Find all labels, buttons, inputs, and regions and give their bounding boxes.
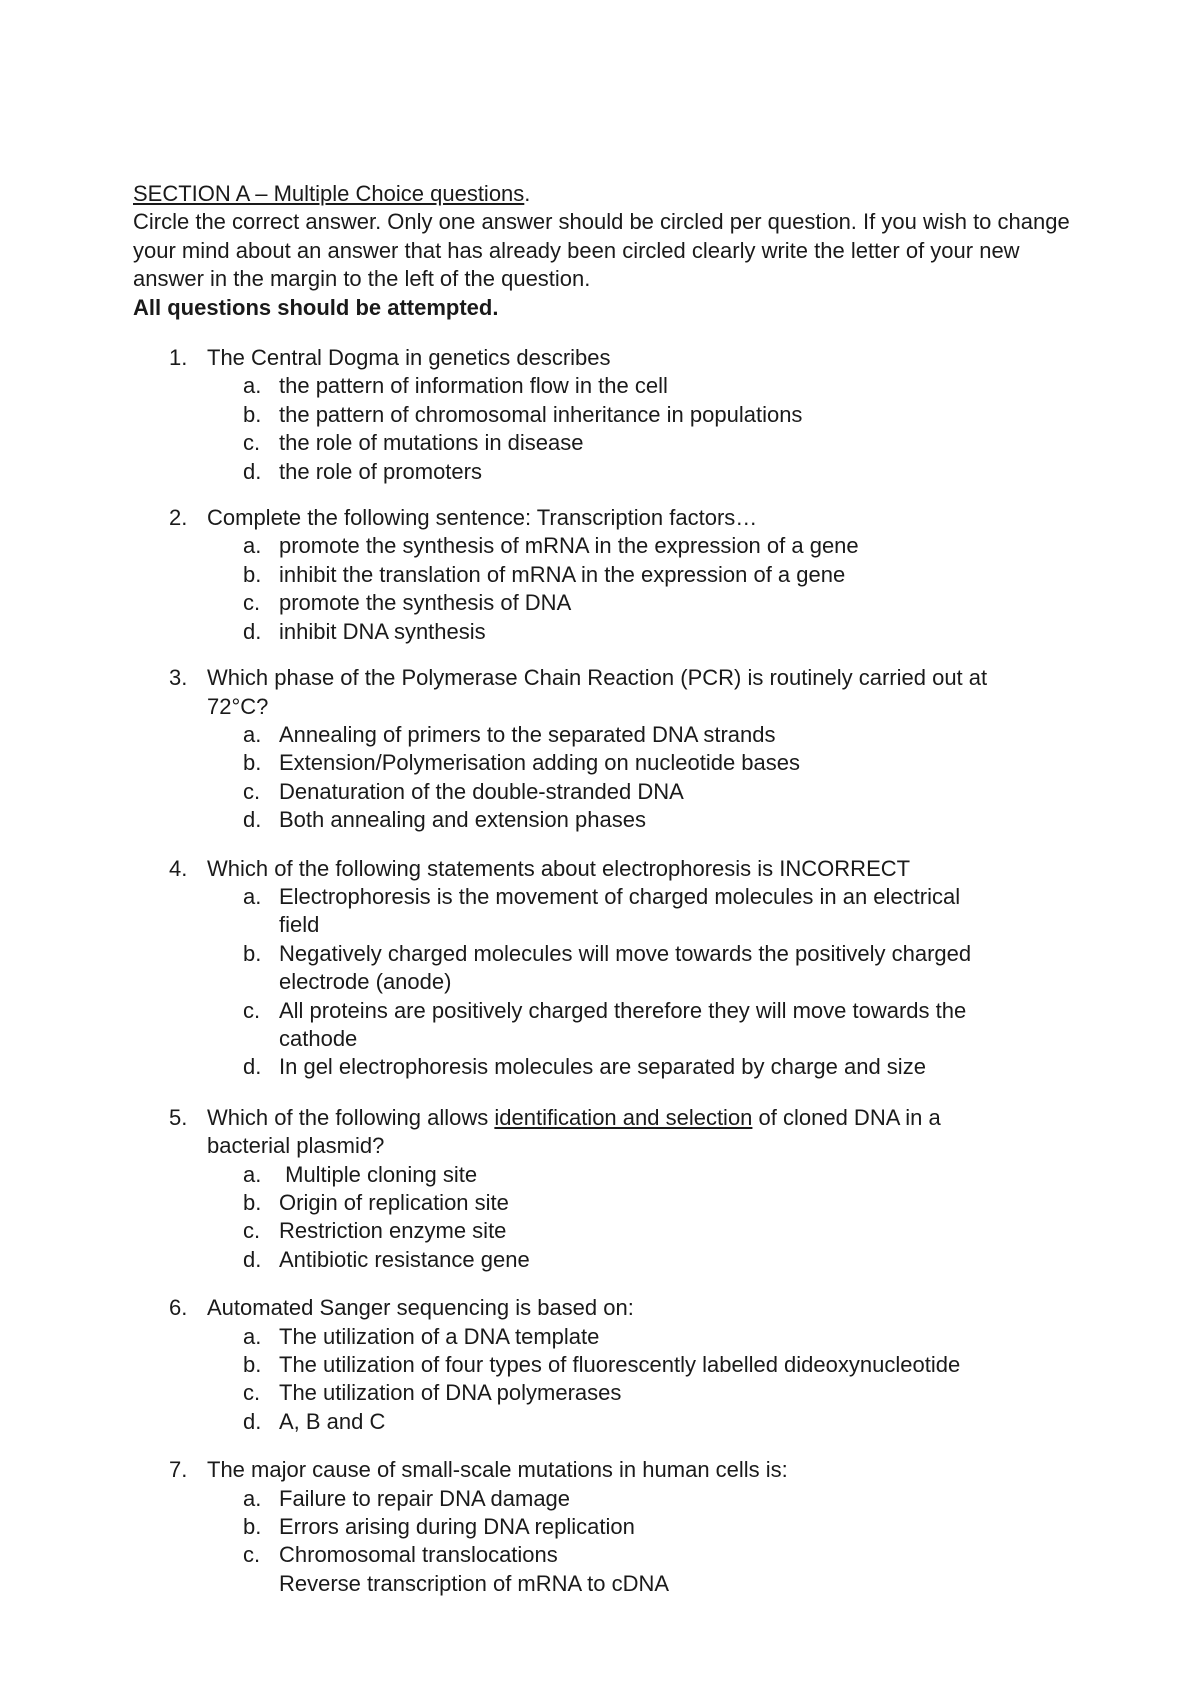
option-a[interactable] xyxy=(133,532,1073,560)
option-text: Restriction enzyme site xyxy=(279,1218,507,1244)
option-d[interactable] xyxy=(133,806,1073,834)
option-text: Annealing of primers to the separated DNA strands xyxy=(279,721,776,747)
option-letter: b. xyxy=(243,1190,262,1215)
section-title: SECTION A – Multiple Choice questions xyxy=(133,181,525,206)
question-1 xyxy=(133,344,1073,486)
option-letter: d. xyxy=(243,618,262,644)
option-text: Failure to repair DNA damage xyxy=(279,1485,571,1511)
option-b[interactable] xyxy=(133,401,1073,429)
question-text: Complete the following sentence: Transcription factors… xyxy=(207,505,758,531)
option-letter: a. xyxy=(243,883,262,909)
option-letter: b. xyxy=(243,750,262,776)
option-letter: a. xyxy=(243,1161,262,1187)
option-unlettered[interactable] xyxy=(133,1570,1073,1598)
exam-page xyxy=(133,180,1073,1598)
option-c[interactable] xyxy=(133,778,1073,806)
option-letter: c. xyxy=(243,1218,261,1244)
option-letter: c. xyxy=(243,1542,261,1568)
option-text: The utilization of a DNA template xyxy=(279,1323,600,1349)
question-text-after: of cloned DNA in a bacterial plasmid? xyxy=(207,1104,941,1159)
option-letter: c. xyxy=(243,997,261,1023)
option-text: Chromosomal translocations xyxy=(279,1542,558,1568)
option-text: inhibit DNA synthesis xyxy=(279,618,486,644)
option-b[interactable] xyxy=(133,1513,1073,1541)
question-text: Which phase of the Polymerase Chain Reaction (PCR) is routinely carried out at 72°C? xyxy=(207,665,988,719)
option-letter: b. xyxy=(243,401,262,427)
option-text: promote the synthesis of DNA xyxy=(279,590,572,616)
option-b[interactable] xyxy=(133,749,1073,777)
option-letter: c. xyxy=(243,1380,261,1406)
section-instructions: Circle the correct answer. Only one answer should be circled per question. If you wish to change your mind about an answer that has already been circled clearly write the letter of your new answer in the margin to the left of the question. xyxy=(133,209,1070,292)
option-letter: a. xyxy=(243,721,262,747)
option-letter: b. xyxy=(243,1514,262,1540)
option-a[interactable] xyxy=(133,1323,1073,1351)
option-c[interactable] xyxy=(133,589,1073,617)
option-c[interactable] xyxy=(133,1541,1073,1569)
option-text: Origin of replication site xyxy=(279,1190,509,1215)
option-letter: b. xyxy=(243,940,262,966)
question-number: 7. xyxy=(169,1457,188,1483)
option-c[interactable] xyxy=(133,429,1073,457)
option-letter: b. xyxy=(243,1352,262,1378)
option-text: the role of promoters xyxy=(279,458,482,484)
option-text: In gel electrophoresis molecules are separated by charge and size xyxy=(279,1054,926,1080)
question-6 xyxy=(133,1294,1073,1436)
option-text: A, B and C xyxy=(279,1408,386,1434)
option-b[interactable] xyxy=(133,940,1073,997)
option-a[interactable] xyxy=(133,372,1073,400)
option-d[interactable] xyxy=(133,1408,1073,1436)
question-7 xyxy=(133,1456,1073,1598)
option-text: the pattern of chromosomal inheritance in populations xyxy=(279,401,803,427)
option-a[interactable] xyxy=(133,1485,1073,1513)
option-letter: d. xyxy=(243,458,262,484)
option-text: Extension/Polymerisation adding on nucleotide bases xyxy=(279,750,800,776)
option-letter: d. xyxy=(243,1246,262,1272)
option-b[interactable] xyxy=(133,1189,1073,1217)
option-letter: c. xyxy=(243,778,261,804)
option-a[interactable] xyxy=(133,1161,1073,1189)
question-number: 4. xyxy=(169,855,188,881)
option-a[interactable] xyxy=(133,883,1073,940)
option-d[interactable] xyxy=(133,458,1073,486)
question-number: 3. xyxy=(169,665,188,691)
option-letter: c. xyxy=(243,590,261,616)
option-text: Electrophoresis is the movement of charged molecules in an electrical field xyxy=(279,883,961,938)
section-heading xyxy=(133,180,1073,208)
option-letter: a. xyxy=(243,373,262,399)
option-letter: d. xyxy=(243,807,262,833)
question-text-emphasis: identification and selection xyxy=(494,1104,753,1130)
option-text: promote the synthesis of mRNA in the expression of a gene xyxy=(279,533,859,559)
option-letter: a. xyxy=(243,1485,262,1511)
option-letter: d. xyxy=(243,1054,262,1080)
question-2 xyxy=(133,504,1073,646)
option-letter: a. xyxy=(243,1323,262,1349)
option-text: The utilization of DNA polymerases xyxy=(279,1380,622,1406)
section-note: All questions should be attempted. xyxy=(133,294,499,320)
option-text: The utilization of four types of fluorescently labelled dideoxynucleotide xyxy=(279,1352,961,1378)
option-text: Errors arising during DNA replication xyxy=(279,1514,635,1540)
option-text: Negatively charged molecules will move towards the positively charged electrode (anode) xyxy=(279,940,972,995)
option-letter: a. xyxy=(243,533,262,559)
option-b[interactable] xyxy=(133,1351,1073,1379)
option-text: Antibiotic resistance gene xyxy=(279,1246,530,1272)
question-number: 1. xyxy=(169,345,188,371)
section-title-suffix: . xyxy=(524,181,531,206)
question-number: 6. xyxy=(169,1295,188,1321)
question-3 xyxy=(133,664,1073,834)
option-letter: b. xyxy=(243,561,262,587)
option-text: the pattern of information flow in the cell xyxy=(279,373,668,399)
question-text xyxy=(207,1104,1017,1161)
question-text-before: Which of the following allows xyxy=(207,1104,495,1130)
option-d[interactable] xyxy=(133,1053,1073,1081)
option-text: Denaturation of the double-stranded DNA xyxy=(279,778,684,804)
option-text: Reverse transcription of mRNA to cDNA xyxy=(279,1570,670,1596)
option-a[interactable] xyxy=(133,721,1073,749)
question-5 xyxy=(133,1104,1073,1274)
question-text: Which of the following statements about electrophoresis is INCORRECT xyxy=(207,855,911,881)
option-text: inhibit the translation of mRNA in the expression of a gene xyxy=(279,561,846,587)
option-d[interactable] xyxy=(133,618,1073,646)
question-4 xyxy=(133,855,1073,1082)
option-text: All proteins are positively charged therefore they will move towards the cathode xyxy=(279,997,967,1051)
option-text: the role of mutations in disease xyxy=(279,430,584,456)
option-c[interactable] xyxy=(133,997,1073,1054)
option-c[interactable] xyxy=(133,1379,1073,1407)
question-text: The Central Dogma in genetics describes xyxy=(207,345,611,371)
option-letter: d. xyxy=(243,1408,262,1434)
option-letter: c. xyxy=(243,430,261,456)
option-d[interactable] xyxy=(133,1246,1073,1274)
option-text: Both annealing and extension phases xyxy=(279,807,646,833)
question-number: 5. xyxy=(169,1104,188,1130)
option-c[interactable] xyxy=(133,1217,1073,1245)
option-text: Multiple cloning site xyxy=(279,1161,478,1187)
question-number: 2. xyxy=(169,505,188,531)
question-text: The major cause of small-scale mutations in human cells is: xyxy=(207,1457,788,1483)
question-text: Automated Sanger sequencing is based on: xyxy=(207,1295,634,1321)
option-b[interactable] xyxy=(133,561,1073,589)
